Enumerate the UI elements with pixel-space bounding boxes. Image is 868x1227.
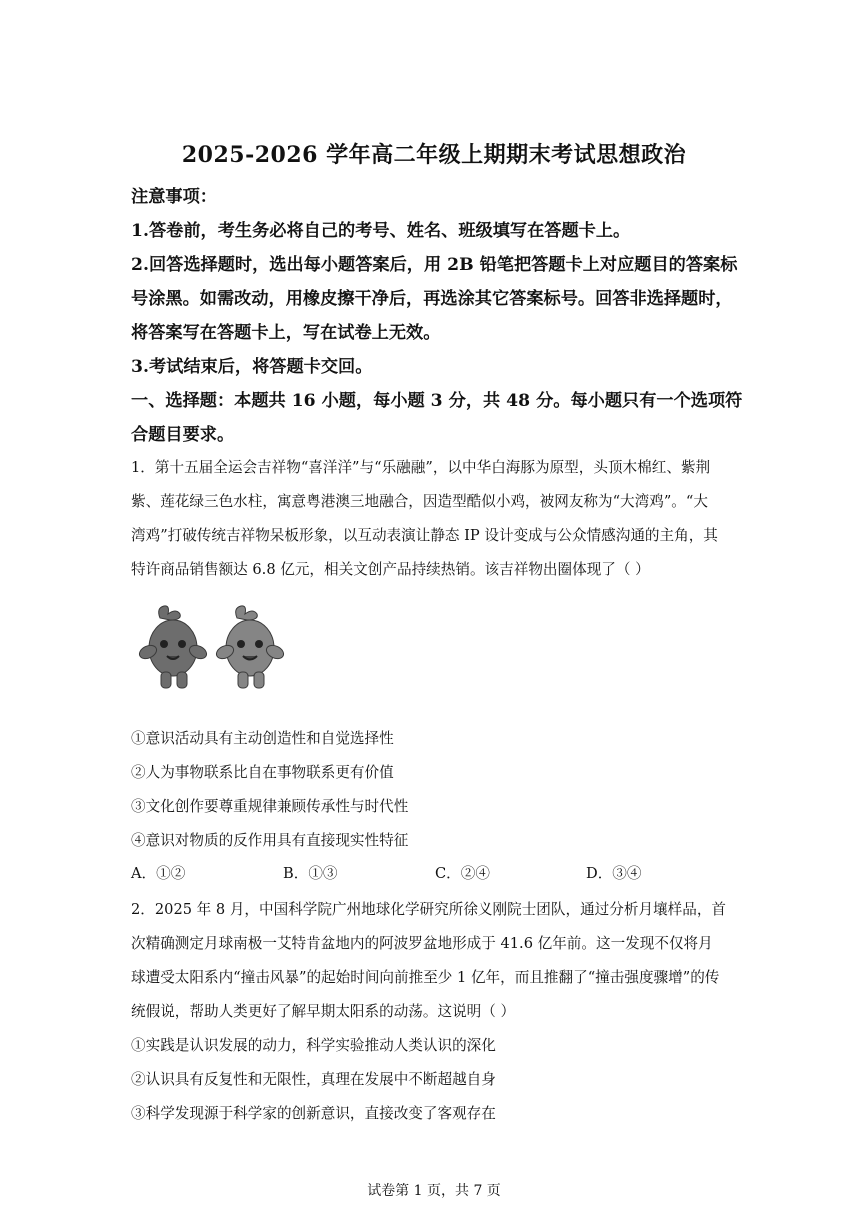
q1-option-b[interactable]: B．①③ (283, 865, 338, 882)
q1-statement-1: ①意识活动具有主动创造性和自觉选择性 (131, 730, 394, 747)
q2-stem-line-3: 球遭受太阳系内“撞击风暴”的起始时间向前推至少 1 亿年，而且推翻了“撞击强度骤增”的传 (131, 969, 720, 986)
q1-statement-3: ③文化创作要尊重规律兼顾传承性与时代性 (131, 798, 409, 815)
page-footer: 试卷第 1 页，共 7 页 (367, 1183, 501, 1199)
notice-line-4: 将答案写在答题卡上，写在试卷上无效。 (131, 323, 441, 343)
q1-stem-line-3: 湾鸡”打破传统吉祥物呆板形象，以互动表演让静态 IP 设计变成与公众情感沟通的主角，其 (131, 527, 718, 544)
q2-statement-2: ②认识具有反复性和无限性，真理在发展中不断超越自身 (131, 1071, 496, 1088)
notice-line-3: 号涂黑。如需改动，用橡皮擦干净后，再选涂其它答案标号。回答非选择题时， (131, 289, 733, 309)
notice-line-5: 3.考试结束后，将答题卡交回。 (131, 357, 373, 377)
mascot-image (133, 604, 293, 700)
mascot-right (214, 606, 285, 688)
exam-title: 2025-2026 学年高二年级上期期末考试思想政治 (181, 142, 687, 168)
notice-line-1: 1.答卷前，考生务必将自己的考号、姓名、班级填写在答题卡上。 (131, 221, 631, 241)
section-heading-line-1: 一、选择题：本题共 16 小题，每小题 3 分，共 48 分。每小题只有一个选项符 (131, 391, 743, 411)
q1-stem-line-1: 1．第十五届全运会吉祥物“喜洋洋”与“乐融融”，以中华白海豚为原型，头顶木棉红、紫荆 (131, 459, 711, 476)
q1-statement-2: ②人为事物联系比自在事物联系更有价值 (131, 764, 394, 781)
q1-statement-4: ④意识对物质的反作用具有直接现实性特征 (131, 832, 409, 849)
q2-stem-line-2: 次精确测定月球南极一艾特肯盆地内的阿波罗盆地形成于 41.6 亿年前。这一发现不仅将月 (131, 935, 713, 952)
q2-stem-line-1: 2．2025 年 8 月，中国科学院广州地球化学研究所徐义刚院士团队，通过分析月壤样品，首 (131, 901, 727, 918)
q1-stem-line-4: 特许商品销售额达 6.8 亿元，相关文创产品持续热销。该吉祥物出圈体现了（ ） (131, 561, 650, 578)
notice-heading: 注意事项： (131, 187, 217, 207)
q1-option-a[interactable]: A．①② (131, 865, 186, 882)
q1-stem-line-2: 紫、莲花绿三色水柱，寓意粤港澳三地融合，因造型酷似小鸡，被网友称为“大湾鸡”。“大 (131, 493, 708, 510)
q2-stem-line-4: 统假说，帮助人类更好了解早期太阳系的动荡。这说明（ ） (131, 1003, 516, 1020)
q1-option-c[interactable]: C．②④ (435, 865, 490, 882)
notice-line-2: 2.回答选择题时，选出每小题答案后，用 2B 铅笔把答题卡上对应题目的答案标 (131, 255, 738, 275)
q2-statement-1: ①实践是认识发展的动力，科学实验推动人类认识的深化 (131, 1037, 496, 1054)
section-heading-line-2: 合题目要求。 (131, 425, 235, 445)
mascot-left (137, 606, 208, 688)
q2-statement-3: ③科学发现源于科学家的创新意识，直接改变了客观存在 (131, 1105, 496, 1122)
q1-option-d[interactable]: D．③④ (586, 865, 642, 882)
